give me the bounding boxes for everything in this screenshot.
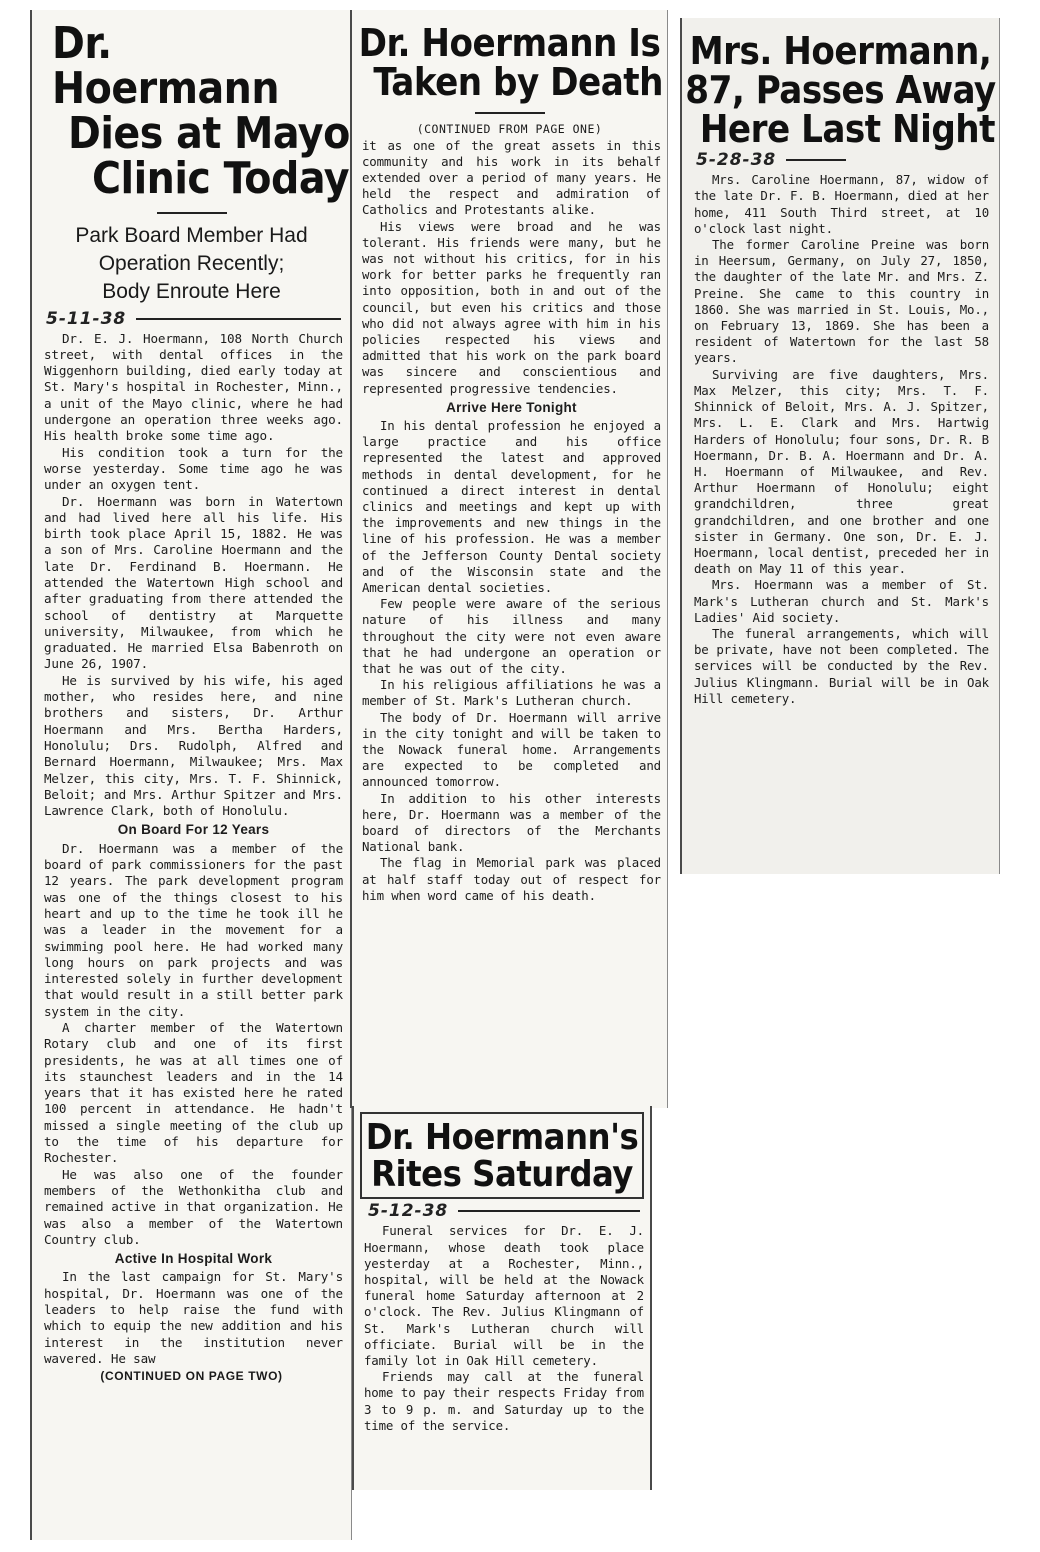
paragraph: Mrs. Caroline Hoermann, 87, widow of the late Dr. F. B. Hoermann, died at her home, 411 South Third street, at 10 o'clock last night. [694,172,989,236]
subheading: Active In Hospital Work [114,1251,273,1267]
paragraph: The body of Dr. Hoermann will arrive in the city tonight and will be taken to the Nowack funeral home. Arrangements are expected to be completed and announced tomorrow. [362,709,661,790]
paragraph: The former Caroline Preine was born in Heersum, Germany, on July 27, 1850, the daughter of the late Mr. and Mrs. Z. Preine. She came to this country in 1860. She was married in St. Louis, Mo., on February 13, 1869. She has been a resident of Watertown for the last 58 years. [694,237,989,366]
headline [352,10,667,102]
headline-line: Dr. Hoermann [52,18,280,114]
paragraph: Funeral services for Dr. E. J. Hoermann, whose death took place yesterday at a Rochester, Minn., hospital, will be held at the Nowack funeral home Saturday afternoon at 2 o'clock. The Rev. Julius Klingmann of St. Mark's Lutheran church will officiate. Burial will be in the family lot in Oak Hill cemetery. [364,1223,644,1369]
paragraph: He was also one of the founder members of the Wethonkitha club and remained active in that organization. He was also a member of the Watertown Country club. [44,1166,343,1247]
paragraph: A charter member of the Watertown Rotary club and one of its first presidents, he was at all times one of its staunchest leaders and in the 14 years that it has existed here he rated 100 percent in attendance. He hadn't missed a single meeting of the club up to the time of his departure for Rochester. [44,1020,343,1166]
paragraph: Dr. Hoermann was born in Watertown and had lived here all his life. His birth took place April 15, 1882. He was a son of Mrs. Caroline Hoermann and the late Dr. Ferdinand B. Hoermann. He attended the Watertown High school and after graduating from there attended the school of dentistry at Marquette university, Milwaukee, from which he graduated. He married Elsa Babenroth on June 26, 1907. [44,493,343,672]
headline-line: Rites Saturday [371,1153,633,1195]
paragraph: The flag in Memorial park was placed at half staff today out of respect for him when word came of his death. [362,855,661,903]
date-text: 5-12-38 [368,1201,449,1222]
paragraph: In his dental profession he enjoyed a large practice and his office represented the latest and approved methods in dental development, for he continued a direct interest in dental clinics and meetings and kept up with the improvements and new things in the line of his profession. He was a member of the Jefferson County Dental society and of the Wisconsin state and the American dental societies. [362,417,661,595]
handwritten-date [354,1199,650,1223]
subheading: Arrive Here Tonight [446,399,577,415]
deck-line: Operation Recently; [98,251,285,275]
date-rule [136,318,341,320]
paragraph: His views were broad and he was tolerant. His friends were many, but he was not without his critics, for in his work for better parks he frequently ran into opposition, both in and out of the council, but even his critics and those who did not always agree with him in his policies respected his views and admitted that his work on the park board was sincere and conscientious and represented progressive tendencies. [362,218,661,396]
paragraph: Few people were aware of the serious nature of his illness and many throughout the city were not even aware that he had undergone an operation or that he was out of the city. [362,596,661,676]
article-body [694,172,989,707]
paragraph: Dr. E. J. Hoermann, 108 North Church street, with dental offices in the Wiggenhorn building, died early today at St. Mary's hospital in Rochester, Minn., a unit of the Mayo clinic, where he had undergone an operation three weeks ago. His health broke some time ago. [44,330,343,444]
date-rule [458,1210,640,1212]
headline-line: Here Last Night [699,106,995,151]
headline-rule [157,212,227,214]
subheading: On Board For 12 Years [117,822,270,838]
handwritten-date [32,307,351,331]
headline-line: Taken by Death [373,59,663,104]
article-body [364,1223,644,1434]
obituary-clipping-mrs-hoermann [680,18,1000,874]
headline-line: Clinic Today [92,152,349,204]
paragraph: His condition took a turn for the worse yesterday. Some time ago he was under an oxygen tent. [44,444,343,493]
headline [32,10,351,202]
article-body [362,138,661,905]
article-body [44,331,343,1368]
paragraph: Surviving are five daughters, Mrs. Max Melzer, this city; Mrs. T. F. Shinnick of Beloit, Mrs. A. J. Spitzer, Mrs. L. E. Clark and Mrs. Hartwig Harders of Honolulu; four sons, Dr. R. B Hoermann, Dr. B. A. Hoermann and Dr. A. H. Hoermann of Milwaukee, and Rev. Arthur Hoermann of Honolulu; eight grandchildren, three great grandchildren, and one brother and one sister in Germany. One son, Dr. E. J. Hoermann, local dentist, preceded her in death on May 11 of this year. [694,366,989,577]
paragraph: In his religious affiliations he was a member of St. Mark's Lutheran church. [362,677,661,709]
headline-line: Dr. Hoermann Is [358,21,661,65]
paragraph: Dr. Hoermann was a member of the board of park commissioners for the past 12 years. The park development program was one of the things closest to his heart and up to the time he took ill he was a leader in the movement for a swimming pool here. He had worked many long hours on park projects and was interested solely in further development that would result in a still better park system in the city. [44,840,343,1019]
paragraph: Mrs. Hoermann was a member of St. Mark's Lutheran church and St. Mark's Ladies' Aid society. [694,577,989,625]
continued-from-notice: (CONTINUED FROM PAGE ONE) [416,121,603,136]
date-rule [786,159,846,161]
deck-line: Body Enroute Here [102,280,281,304]
obituary-clipping-dies-at-mayo [30,10,352,1540]
paragraph: Friends may call at the funeral home to pay their respects Friday from 3 to 9 p. m. and Saturday up to the time of the service. [364,1369,644,1433]
headline [362,1114,642,1193]
headline-rule [475,112,545,114]
headline-box [360,1112,644,1199]
headline [682,18,999,151]
headline-line: Dr. Hoermann's [365,1117,639,1158]
funeral-notice-clipping [352,1106,652,1490]
continued-notice: (CONTINUED ON PAGE TWO) [100,1369,283,1384]
paragraph: He is survived by his wife, his aged mother, who resides here, and nine brothers and sisters, Dr. Arthur Hoermann and Mrs. Bertha Harders, Honolulu; Drs. Rudolph, Alfred and Bernard Hoermann, Milwaukee; Mrs. Max Melzer, this city, Mrs. T. F. Shinnick, Beloit; and Mrs. Arthur Spitzer and Mrs. Lawrence Clark, both of Honolulu. [44,672,343,819]
headline-line: Mrs. Hoermann, [689,29,992,73]
paragraph: In the last campaign for St. Mary's hospital, Dr. Hoermann was one of the leaders to help raise the fund with which to equip the new addition and his interest in the institution never wavered. He saw [44,1269,343,1366]
paragraph: it as one of the great assets in this community and his work in its behalf extended over a period of many years. He held the respect and admiration of Catholics and Protestants alike. [362,137,661,218]
paragraph: The funeral arrangements, which will be private, have not been completed. The services will be conducted by the Rev. Julius Klingmann. Burial will be in Oak Hill cemetery. [694,625,989,706]
obituary-clipping-taken-by-death [350,10,668,1108]
deck-line: Park Board Member Had [75,223,308,247]
date-text: 5-28-38 [696,150,777,171]
deck [38,222,345,307]
handwritten-date [682,148,999,172]
headline-line: 87, Passes Away [685,67,996,112]
paragraph: In addition to his other interests here, Dr. Hoermann was a member of the board of directors of the Merchants National bank. [362,790,661,855]
date-text: 5-11-38 [46,308,127,329]
headline-line: Dies at Mayo [68,107,350,159]
